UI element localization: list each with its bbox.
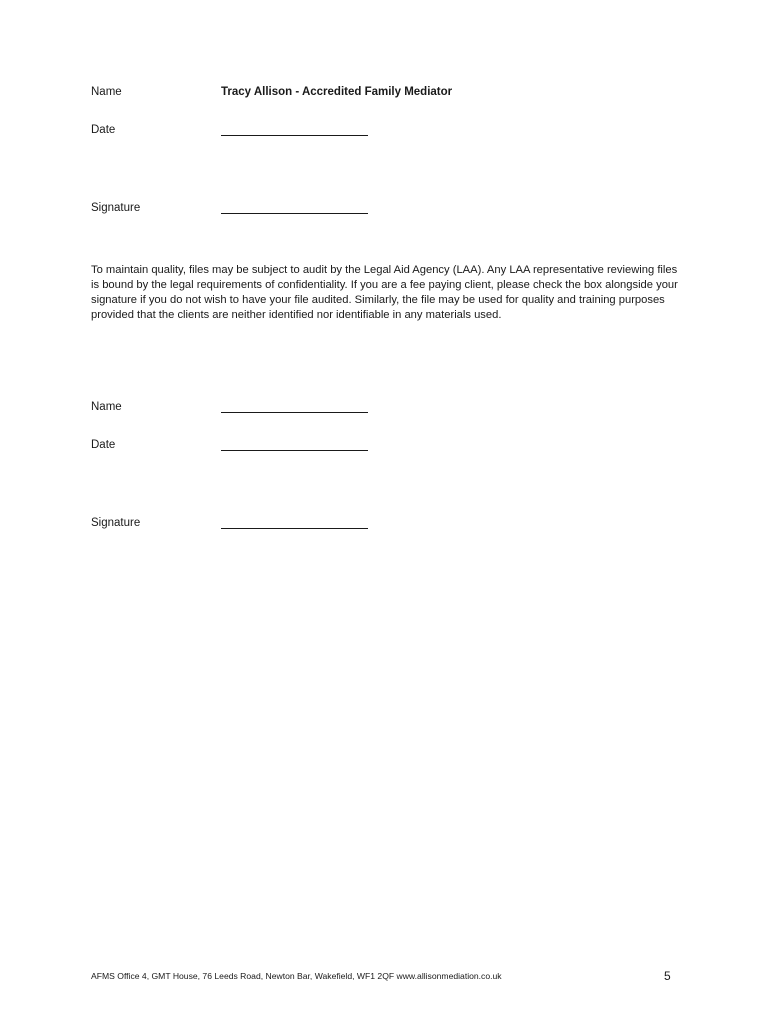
client-signature-field[interactable] xyxy=(221,515,368,529)
client-name-field[interactable] xyxy=(221,399,368,413)
signature-label: Signature xyxy=(91,517,141,529)
client-date-field[interactable] xyxy=(221,437,368,451)
mediator-name-value: Tracy Allison - Accredited Family Mediator xyxy=(221,86,453,98)
footer-address: AFMS Office 4, GMT House, 76 Leeds Road, Newton Bar, Wakefield, WF1 2QF www.allisonmediation.co.uk xyxy=(91,971,502,981)
date-label: Date xyxy=(91,439,116,451)
date-label: Date xyxy=(91,124,116,136)
mediator-date-field[interactable] xyxy=(221,122,368,136)
name-label: Name xyxy=(91,401,122,413)
audit-paragraph: To maintain quality, files may be subject to audit by the Legal Aid Agency (LAA). Any LAA representative reviewing files is bound by the legal requirements of confidentiality. If you are a fee paying client, please check the box alongside your signature if you do not wish to have your file audited. Similarly, the file may be used for quality and training purposes provided that the clients are neither identified nor identifiable in any materials used. xyxy=(91,264,678,321)
page-number: 5 xyxy=(664,969,671,983)
mediator-signature-field[interactable] xyxy=(221,200,368,214)
name-label: Name xyxy=(91,86,122,98)
signature-label: Signature xyxy=(91,202,141,214)
